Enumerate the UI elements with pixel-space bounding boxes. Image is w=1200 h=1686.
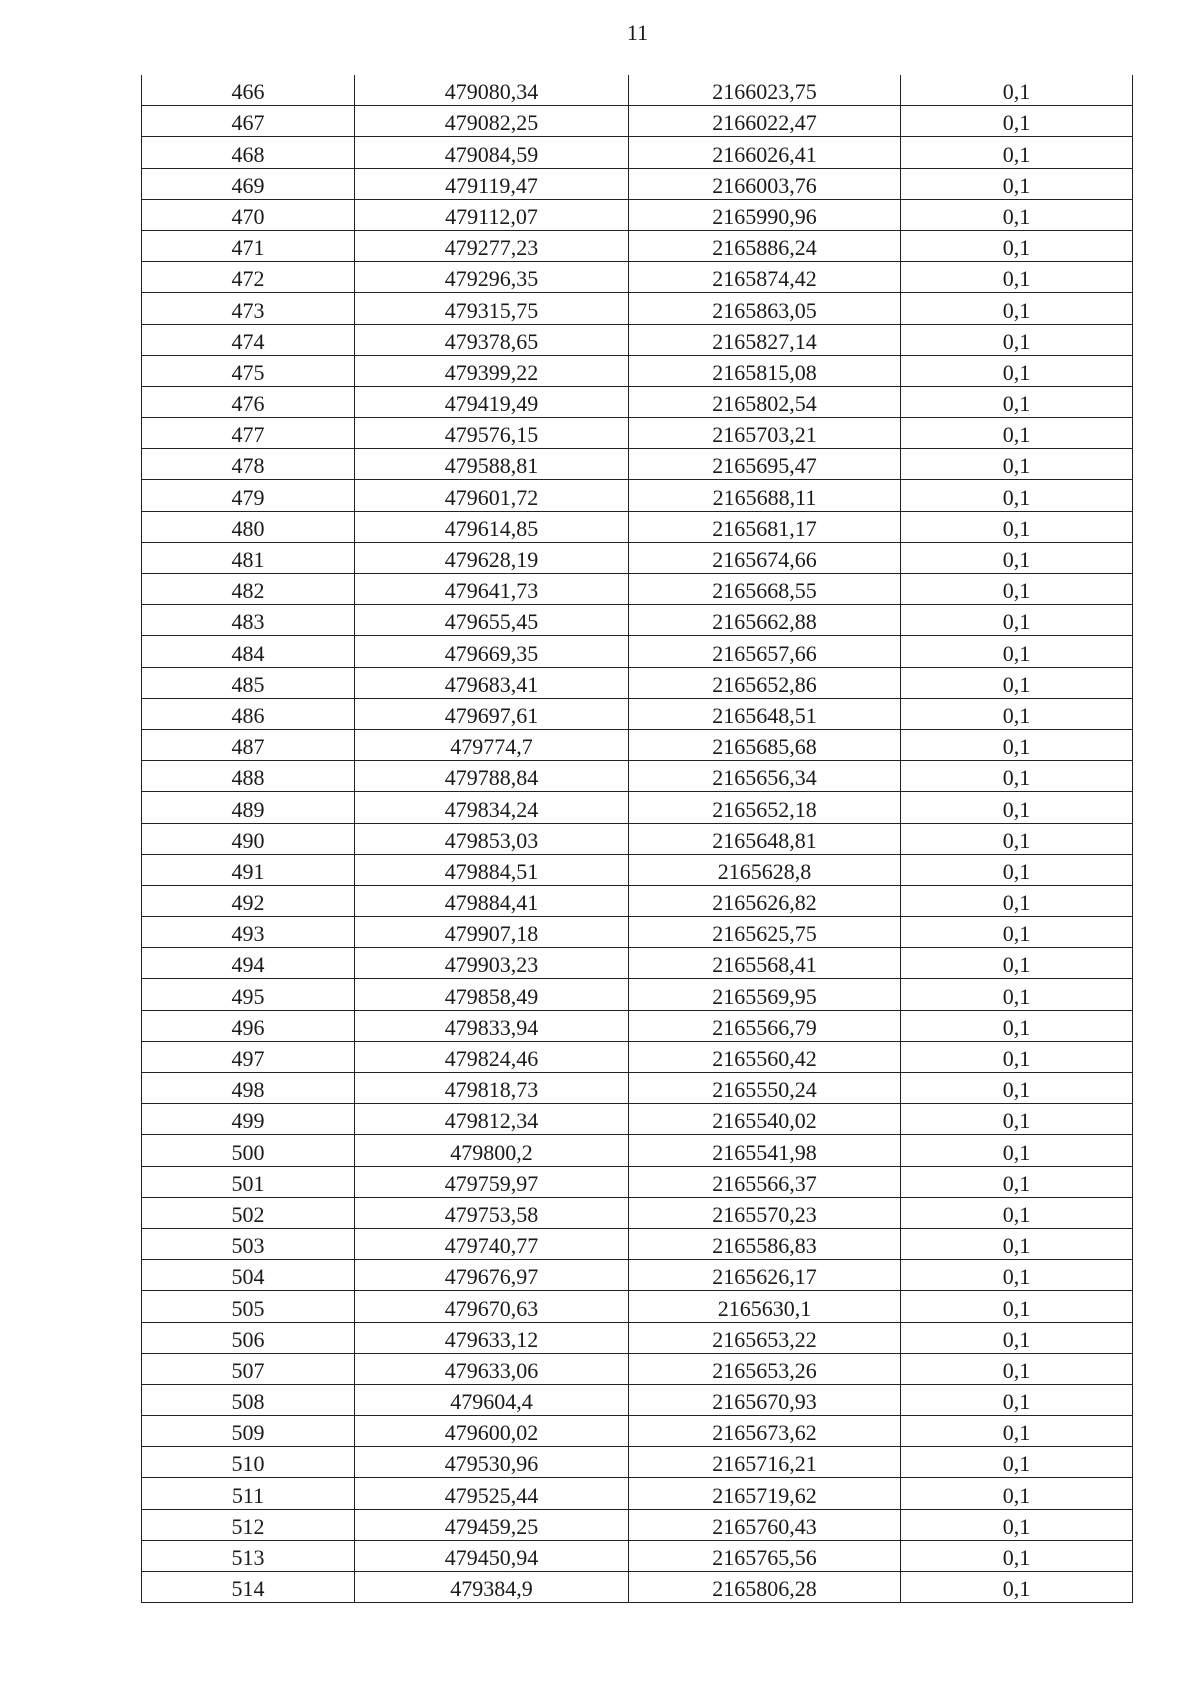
y-coordinate-cell: 2165886,24 [629,230,901,261]
y-coordinate-cell: 2165566,79 [629,1010,901,1041]
x-coordinate-cell: 479525,44 [355,1478,629,1509]
accuracy-cell: 0,1 [901,917,1133,948]
x-coordinate-cell: 479858,49 [355,979,629,1010]
y-coordinate-cell: 2165648,51 [629,698,901,729]
accuracy-cell: 0,1 [901,761,1133,792]
table-row [142,979,1133,1010]
y-coordinate-cell: 2165668,55 [629,574,901,605]
point-number-cell: 511 [142,1478,355,1509]
y-coordinate-cell: 2165653,26 [629,1353,901,1384]
y-coordinate-cell: 2165674,66 [629,542,901,573]
x-coordinate-cell: 479315,75 [355,293,629,324]
coordinates-table [141,75,1133,1603]
point-number-cell: 479 [142,480,355,511]
point-number-cell: 473 [142,293,355,324]
table-row [142,948,1133,979]
x-coordinate-cell: 479788,84 [355,761,629,792]
accuracy-cell: 0,1 [901,1416,1133,1447]
x-coordinate-cell: 479740,77 [355,1228,629,1259]
x-coordinate-cell: 479084,59 [355,137,629,168]
x-coordinate-cell: 479683,41 [355,667,629,698]
table-row [142,854,1133,885]
point-number-cell: 507 [142,1353,355,1384]
y-coordinate-cell: 2165806,28 [629,1572,901,1603]
point-number-cell: 488 [142,761,355,792]
y-coordinate-cell: 2165662,88 [629,605,901,636]
x-coordinate-cell: 479759,97 [355,1166,629,1197]
table-row [142,106,1133,137]
x-coordinate-cell: 479697,61 [355,698,629,729]
y-coordinate-cell: 2165630,1 [629,1291,901,1322]
point-number-cell: 470 [142,199,355,230]
y-coordinate-cell: 2165815,08 [629,355,901,386]
x-coordinate-cell: 479530,96 [355,1447,629,1478]
y-coordinate-cell: 2165625,75 [629,917,901,948]
x-coordinate-cell: 479753,58 [355,1197,629,1228]
point-number-cell: 501 [142,1166,355,1197]
table-row [142,1384,1133,1415]
table-row [142,1416,1133,1447]
point-number-cell: 505 [142,1291,355,1322]
table-row [142,1540,1133,1571]
x-coordinate-cell: 479824,46 [355,1041,629,1072]
table-row [142,1291,1133,1322]
y-coordinate-cell: 2165760,43 [629,1509,901,1540]
point-number-cell: 495 [142,979,355,1010]
accuracy-cell: 0,1 [901,262,1133,293]
x-coordinate-cell: 479903,23 [355,948,629,979]
x-coordinate-cell: 479669,35 [355,636,629,667]
accuracy-cell: 0,1 [901,449,1133,480]
x-coordinate-cell: 479884,41 [355,885,629,916]
accuracy-cell: 0,1 [901,511,1133,542]
table-row [142,1353,1133,1384]
y-coordinate-cell: 2165626,17 [629,1260,901,1291]
point-number-cell: 474 [142,324,355,355]
accuracy-cell: 0,1 [901,106,1133,137]
x-coordinate-cell: 479633,06 [355,1353,629,1384]
table-row [142,885,1133,916]
point-number-cell: 503 [142,1228,355,1259]
x-coordinate-cell: 479884,51 [355,854,629,885]
point-number-cell: 480 [142,511,355,542]
point-number-cell: 486 [142,698,355,729]
x-coordinate-cell: 479112,07 [355,199,629,230]
table-row [142,480,1133,511]
accuracy-cell: 0,1 [901,1135,1133,1166]
table-row [142,698,1133,729]
y-coordinate-cell: 2165670,93 [629,1384,901,1415]
accuracy-cell: 0,1 [901,386,1133,417]
accuracy-cell: 0,1 [901,1166,1133,1197]
table-row [142,605,1133,636]
x-coordinate-cell: 479384,9 [355,1572,629,1603]
accuracy-cell: 0,1 [901,1010,1133,1041]
accuracy-cell: 0,1 [901,75,1133,106]
accuracy-cell: 0,1 [901,698,1133,729]
x-coordinate-cell: 479670,63 [355,1291,629,1322]
x-coordinate-cell: 479419,49 [355,386,629,417]
accuracy-cell: 0,1 [901,885,1133,916]
table-row [142,1166,1133,1197]
accuracy-cell: 0,1 [901,418,1133,449]
x-coordinate-cell: 479853,03 [355,823,629,854]
point-number-cell: 498 [142,1073,355,1104]
table-row [142,230,1133,261]
x-coordinate-cell: 479676,97 [355,1260,629,1291]
x-coordinate-cell: 479277,23 [355,230,629,261]
point-number-cell: 491 [142,854,355,885]
point-number-cell: 494 [142,948,355,979]
accuracy-cell: 0,1 [901,1447,1133,1478]
accuracy-cell: 0,1 [901,230,1133,261]
accuracy-cell: 0,1 [901,480,1133,511]
point-number-cell: 500 [142,1135,355,1166]
x-coordinate-cell: 479080,34 [355,75,629,106]
x-coordinate-cell: 479614,85 [355,511,629,542]
x-coordinate-cell: 479082,25 [355,106,629,137]
point-number-cell: 504 [142,1260,355,1291]
x-coordinate-cell: 479833,94 [355,1010,629,1041]
x-coordinate-cell: 479800,2 [355,1135,629,1166]
table-row [142,1104,1133,1135]
y-coordinate-cell: 2165802,54 [629,386,901,417]
accuracy-cell: 0,1 [901,1509,1133,1540]
y-coordinate-cell: 2165716,21 [629,1447,901,1478]
accuracy-cell: 0,1 [901,1041,1133,1072]
table-row [142,418,1133,449]
point-number-cell: 487 [142,729,355,760]
table-row [142,1073,1133,1104]
point-number-cell: 482 [142,574,355,605]
accuracy-cell: 0,1 [901,574,1133,605]
point-number-cell: 512 [142,1509,355,1540]
accuracy-cell: 0,1 [901,542,1133,573]
table-row [142,729,1133,760]
y-coordinate-cell: 2165586,83 [629,1228,901,1259]
accuracy-cell: 0,1 [901,636,1133,667]
accuracy-cell: 0,1 [901,948,1133,979]
point-number-cell: 508 [142,1384,355,1415]
y-coordinate-cell: 2166023,75 [629,75,901,106]
table-row [142,1135,1133,1166]
y-coordinate-cell: 2166003,76 [629,168,901,199]
coordinates-table-body [142,75,1133,1603]
accuracy-cell: 0,1 [901,1322,1133,1353]
point-number-cell: 471 [142,230,355,261]
point-number-cell: 496 [142,1010,355,1041]
accuracy-cell: 0,1 [901,823,1133,854]
y-coordinate-cell: 2165673,62 [629,1416,901,1447]
point-number-cell: 467 [142,106,355,137]
table-row [142,667,1133,698]
y-coordinate-cell: 2165628,8 [629,854,901,885]
accuracy-cell: 0,1 [901,979,1133,1010]
point-number-cell: 478 [142,449,355,480]
x-coordinate-cell: 479119,47 [355,168,629,199]
accuracy-cell: 0,1 [901,1291,1133,1322]
table-row [142,917,1133,948]
accuracy-cell: 0,1 [901,1228,1133,1259]
y-coordinate-cell: 2166026,41 [629,137,901,168]
x-coordinate-cell: 479399,22 [355,355,629,386]
y-coordinate-cell: 2165703,21 [629,418,901,449]
accuracy-cell: 0,1 [901,1384,1133,1415]
y-coordinate-cell: 2165657,66 [629,636,901,667]
x-coordinate-cell: 479296,35 [355,262,629,293]
x-coordinate-cell: 479641,73 [355,574,629,605]
y-coordinate-cell: 2165550,24 [629,1073,901,1104]
y-coordinate-cell: 2165681,17 [629,511,901,542]
table-row [142,1228,1133,1259]
y-coordinate-cell: 2165719,62 [629,1478,901,1509]
y-coordinate-cell: 2165695,47 [629,449,901,480]
table-row [142,1260,1133,1291]
page-number: 11 [626,20,649,45]
table-row [142,761,1133,792]
table-row [142,1509,1133,1540]
x-coordinate-cell: 479818,73 [355,1073,629,1104]
table-row [142,1478,1133,1509]
table-row [142,792,1133,823]
table-row [142,449,1133,480]
table-row [142,262,1133,293]
table-row [142,1010,1133,1041]
point-number-cell: 476 [142,386,355,417]
y-coordinate-cell: 2165990,96 [629,199,901,230]
point-number-cell: 509 [142,1416,355,1447]
y-coordinate-cell: 2165688,11 [629,480,901,511]
point-number-cell: 514 [142,1572,355,1603]
accuracy-cell: 0,1 [901,605,1133,636]
x-coordinate-cell: 479907,18 [355,917,629,948]
accuracy-cell: 0,1 [901,1073,1133,1104]
table-row [142,1322,1133,1353]
accuracy-cell: 0,1 [901,667,1133,698]
point-number-cell: 475 [142,355,355,386]
table-row [142,1041,1133,1072]
y-coordinate-cell: 2165652,86 [629,667,901,698]
point-number-cell: 492 [142,885,355,916]
x-coordinate-cell: 479655,45 [355,605,629,636]
accuracy-cell: 0,1 [901,729,1133,760]
table-row [142,75,1133,106]
accuracy-cell: 0,1 [901,1353,1133,1384]
table-row [142,199,1133,230]
x-coordinate-cell: 479774,7 [355,729,629,760]
y-coordinate-cell: 2165570,23 [629,1197,901,1228]
x-coordinate-cell: 479459,25 [355,1509,629,1540]
y-coordinate-cell: 2165685,68 [629,729,901,760]
table-row [142,542,1133,573]
point-number-cell: 490 [142,823,355,854]
x-coordinate-cell: 479601,72 [355,480,629,511]
table-row [142,574,1133,605]
x-coordinate-cell: 479378,65 [355,324,629,355]
y-coordinate-cell: 2165540,02 [629,1104,901,1135]
point-number-cell: 510 [142,1447,355,1478]
point-number-cell: 497 [142,1041,355,1072]
point-number-cell: 499 [142,1104,355,1135]
y-coordinate-cell: 2165765,56 [629,1540,901,1571]
table-row [142,511,1133,542]
y-coordinate-cell: 2165652,18 [629,792,901,823]
table-row [142,1197,1133,1228]
point-number-cell: 468 [142,137,355,168]
y-coordinate-cell: 2165541,98 [629,1135,901,1166]
point-number-cell: 469 [142,168,355,199]
x-coordinate-cell: 479812,34 [355,1104,629,1135]
y-coordinate-cell: 2166022,47 [629,106,901,137]
point-number-cell: 484 [142,636,355,667]
accuracy-cell: 0,1 [901,1478,1133,1509]
table-row [142,293,1133,324]
point-number-cell: 506 [142,1322,355,1353]
x-coordinate-cell: 479633,12 [355,1322,629,1353]
y-coordinate-cell: 2165566,37 [629,1166,901,1197]
accuracy-cell: 0,1 [901,1572,1133,1603]
table-row [142,386,1133,417]
y-coordinate-cell: 2165626,82 [629,885,901,916]
x-coordinate-cell: 479834,24 [355,792,629,823]
accuracy-cell: 0,1 [901,137,1133,168]
point-number-cell: 472 [142,262,355,293]
y-coordinate-cell: 2165656,34 [629,761,901,792]
point-number-cell: 466 [142,75,355,106]
y-coordinate-cell: 2165874,42 [629,262,901,293]
accuracy-cell: 0,1 [901,324,1133,355]
table-row [142,636,1133,667]
y-coordinate-cell: 2165827,14 [629,324,901,355]
table-row [142,823,1133,854]
x-coordinate-cell: 479588,81 [355,449,629,480]
accuracy-cell: 0,1 [901,199,1133,230]
accuracy-cell: 0,1 [901,1260,1133,1291]
accuracy-cell: 0,1 [901,1540,1133,1571]
x-coordinate-cell: 479450,94 [355,1540,629,1571]
point-number-cell: 502 [142,1197,355,1228]
point-number-cell: 481 [142,542,355,573]
y-coordinate-cell: 2165863,05 [629,293,901,324]
table-row [142,137,1133,168]
x-coordinate-cell: 479576,15 [355,418,629,449]
accuracy-cell: 0,1 [901,293,1133,324]
accuracy-cell: 0,1 [901,1104,1133,1135]
point-number-cell: 477 [142,418,355,449]
point-number-cell: 485 [142,667,355,698]
accuracy-cell: 0,1 [901,854,1133,885]
accuracy-cell: 0,1 [901,168,1133,199]
accuracy-cell: 0,1 [901,792,1133,823]
x-coordinate-cell: 479628,19 [355,542,629,573]
point-number-cell: 483 [142,605,355,636]
table-row [142,1447,1133,1478]
point-number-cell: 493 [142,917,355,948]
y-coordinate-cell: 2165569,95 [629,979,901,1010]
table-row [142,324,1133,355]
table-row [142,355,1133,386]
accuracy-cell: 0,1 [901,355,1133,386]
x-coordinate-cell: 479604,4 [355,1384,629,1415]
table-row [142,1572,1133,1603]
accuracy-cell: 0,1 [901,1197,1133,1228]
point-number-cell: 513 [142,1540,355,1571]
y-coordinate-cell: 2165653,22 [629,1322,901,1353]
x-coordinate-cell: 479600,02 [355,1416,629,1447]
y-coordinate-cell: 2165648,81 [629,823,901,854]
point-number-cell: 489 [142,792,355,823]
y-coordinate-cell: 2165560,42 [629,1041,901,1072]
y-coordinate-cell: 2165568,41 [629,948,901,979]
table-row [142,168,1133,199]
